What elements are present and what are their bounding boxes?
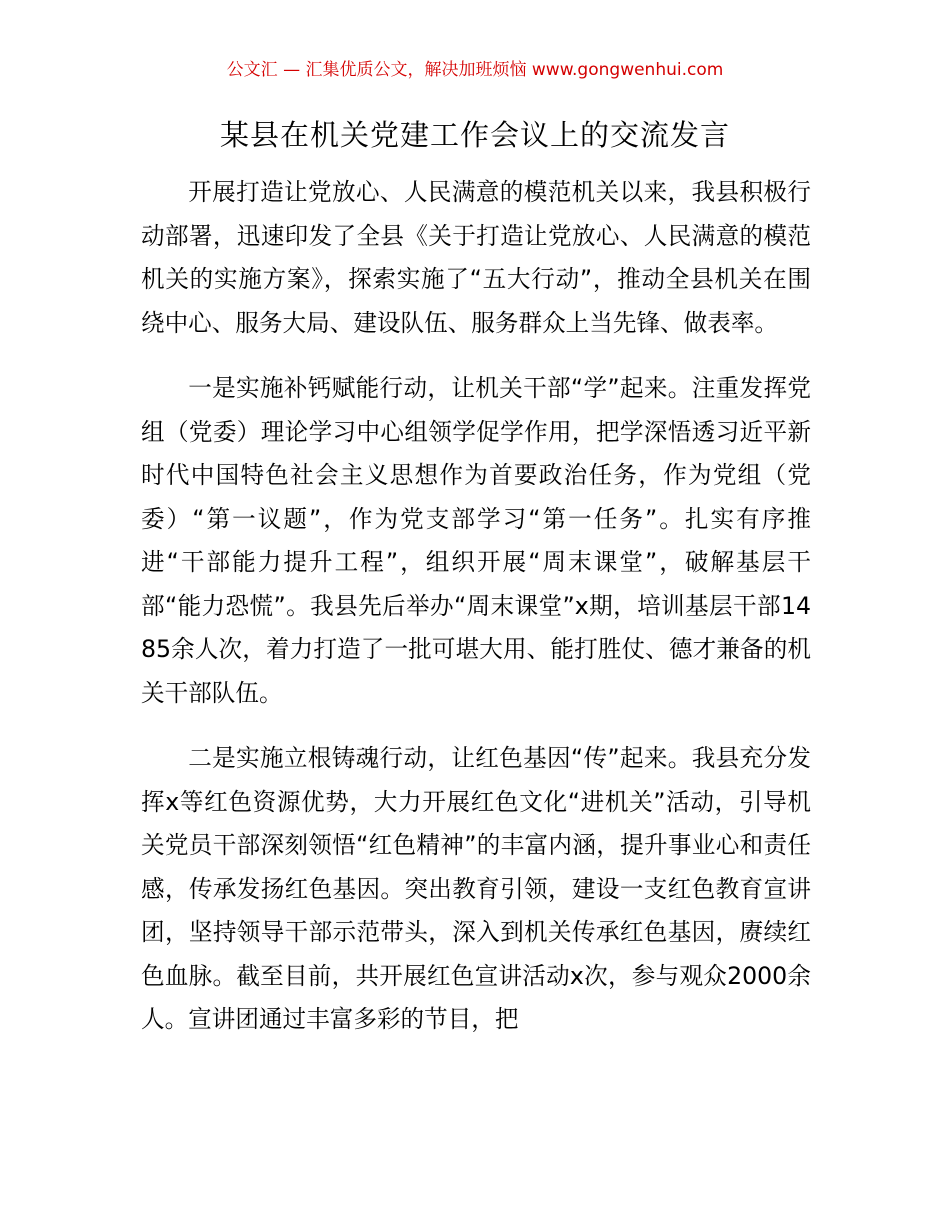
paragraph-action-two: 二是实施立根铸魂行动，让红色基因“传”起来。我县充分发挥x等红色资源优势，大力开展红色文化“进机关”活动，引导机关党员干部深刻领悟“红色精神”的丰富内涵，提升事业心和责任感，传承发扬红色基因。突出教育引领，建设一支红色教育宣讲团，坚持领导干部示范带头，深入到机关传承红色基因，赓续红色血脉。截至目前，共开展红色宣讲活动x次，参与观众2000余人。宣讲团通过丰富多彩的节目，把 [141,744,811,1033]
paragraph-intro: 开展打造让党放心、人民满意的模范机关以来，我县积极行动部署，迅速印发了全县《关于打造让党放心、人民满意的模范机关的实施方案》，探索实施了“五大行动”，推动全县机关在围绕中心、服务大局、建设队伍、服务群众上当先锋、做表率。 [141,178,811,337]
document-body [141,171,811,1064]
paragraph-action-one: 一是实施补钙赋能行动，让机关干部“学”起来。注重发挥党组（党委）理论学习中心组领学促学作用，把学深悟透习近平新时代中国特色社会主义思想作为首要政治任务，作为党组（党委）“第一议题”，作为党支部学习“第一任务”。扎实有序推进“干部能力提升工程”，组织开展“周末课堂”，破解基层干部“能力恐慌”。我县先后举办“周末课堂”x期，培训基层干部1485余人次，着力打造了一批可堪大用、能打胜仗、德才兼备的机关干部队伍。 [141,374,811,707]
site-header-banner: 公文汇 — 汇集优质公文，解决加班烦恼 www.gongwenhui.com [226,60,724,80]
document-title: 某县在机关党建工作会议上的交流发言 [219,118,730,152]
